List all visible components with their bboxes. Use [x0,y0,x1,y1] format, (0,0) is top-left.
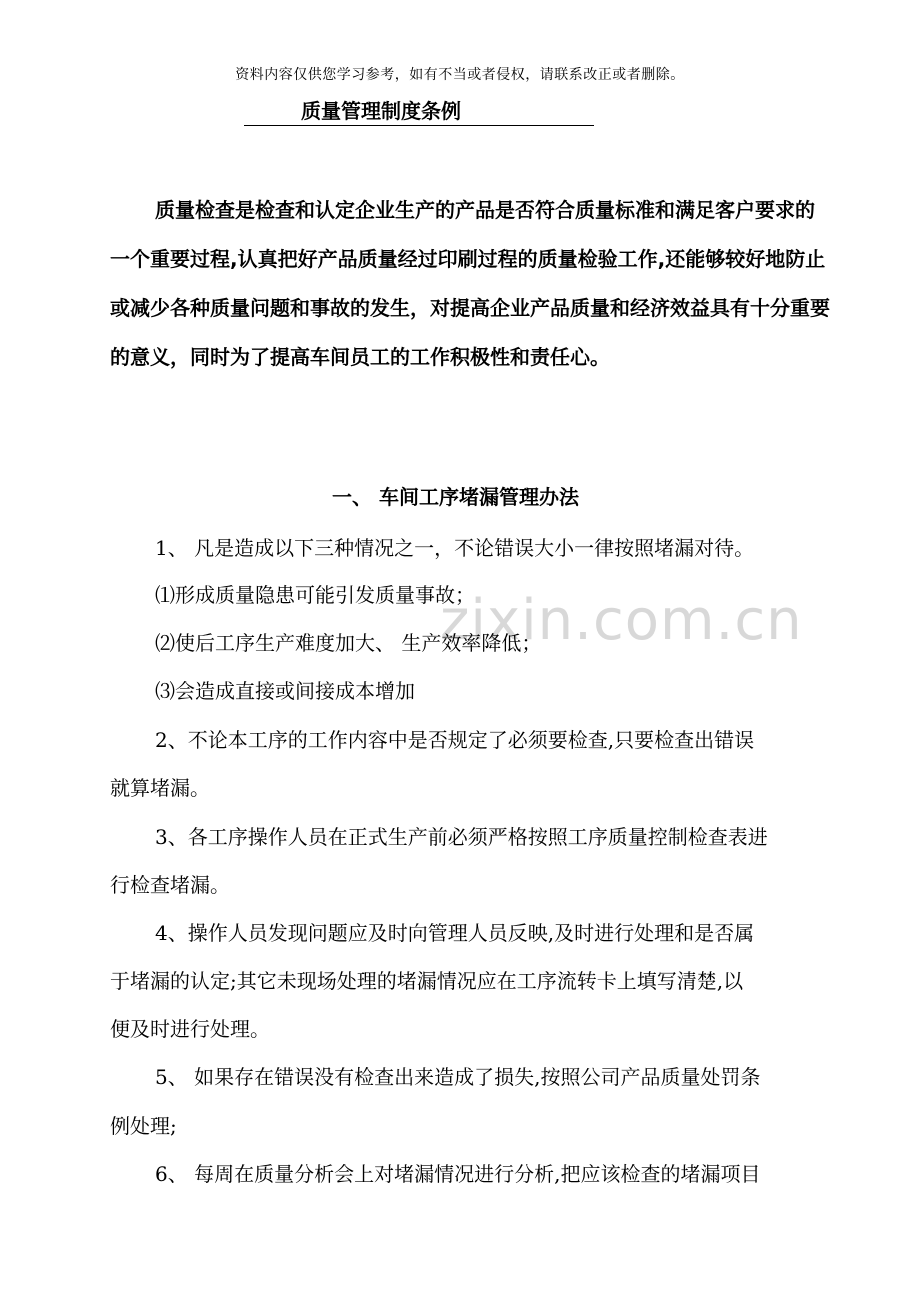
clause-line: 行检查堵漏。 [110,873,230,897]
watermark: zixin.com.cn [440,588,803,653]
clause-line: 6、 每周在质量分析会上对堵漏情况进行分析,把应该检查的堵漏项目 [155,1162,761,1186]
intro-text: 质量检查是检查和认定企业生产的产品是否符合质量标准和满足客户要求的一个重要过程,认真把好产品质量经过印刷过程的质量检验工作,还能够较好地防止或减少各种质量问题和事故的发生，对提高企业产品质量和经济效益具有十分重要的意义，同时为了提高车间员工的工作积极性和责任心。 [110,198,830,369]
clause-line: 1、 凡是造成以下三种情况之一，不论错误大小一律按照堵漏对待。 [155,536,755,560]
clause-line: 便及时进行处理。 [110,1017,270,1041]
intro-paragraph [110,186,832,382]
title-underline [244,98,594,126]
clause-line: 4、操作人员发现问题应及时向管理人员反映,及时进行处理和是否属 [155,921,755,945]
clause-line: ⑵使后工序生产难度加大、 生产效率降低； [155,631,542,655]
clause-line: 于堵漏的认定;其它未现场处理的堵漏情况应在工序流转卡上填写清楚,以 [110,969,744,993]
clause-line: 2、不论本工序的工作内容中是否规定了必须要检查,只要检查出错误 [155,728,755,752]
disclaimer-header: 资料内容仅供您学习参考，如有不当或者侵权，请联系改正或者删除。 [235,67,685,83]
clause-line: 例处理; [110,1114,177,1138]
clause-line: ⑴形成质量隐患可能引发质量事故； [155,583,475,607]
clause-line: 3、各工序操作人员在正式生产前必须严格按照工序质量控制检查表进 [155,825,768,849]
clause-line: ⑶会造成直接或间接成本增加 [155,679,415,703]
section-heading: 一、 车间工序堵漏管理办法 [332,485,579,509]
document-title: 质量管理制度条例 [301,99,461,123]
clause-line: 就算堵漏。 [110,776,210,800]
clause-line: 5、 如果存在错误没有检查出来造成了损失,按照公司产品质量处罚条 [155,1065,761,1089]
